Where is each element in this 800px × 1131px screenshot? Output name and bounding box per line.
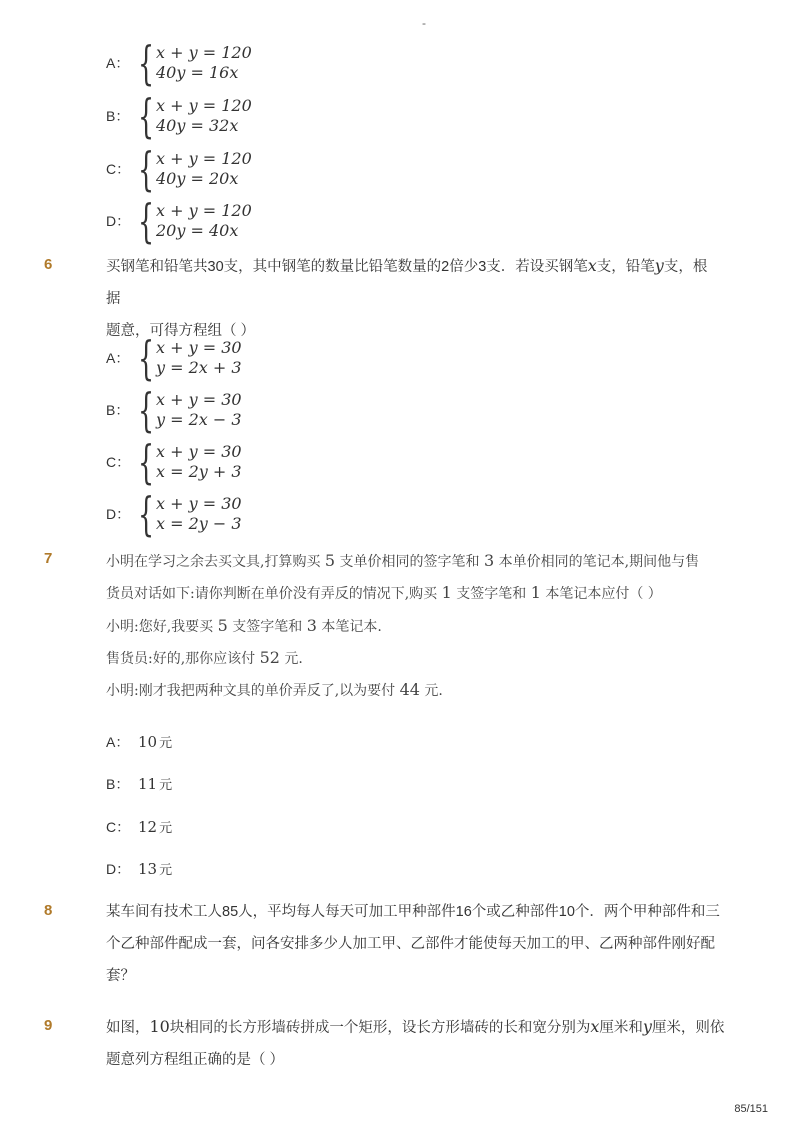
equation: 40y = 16x: [156, 63, 239, 82]
equation-system: [138, 331, 242, 385]
question-9-text: [106, 1011, 725, 1076]
number: 5: [324, 551, 336, 570]
text-segment: 售货员:好的,那你应该付: [106, 651, 260, 667]
text-segment: 厘米，则依: [651, 1020, 725, 1036]
brace-icon: {: [138, 487, 155, 541]
option-label: D：: [106, 213, 131, 229]
equation: 20y = 40x: [156, 221, 239, 240]
text-segment: 厘米和: [599, 1020, 643, 1036]
q5-option-d[interactable]: [106, 194, 252, 248]
q7-option-d[interactable]: [106, 859, 172, 879]
equation-system: [138, 383, 242, 437]
equation: x + y = 30: [156, 494, 242, 513]
page-number: 85/151: [734, 1103, 768, 1115]
question-number-8: 8: [44, 902, 53, 919]
text-segment: 小明:刚才我把两种文具的单价弄反了,以为要付: [106, 683, 400, 699]
text-segment: 买钢笔和铅笔共30支，其中钢笔的数量比铅笔数量的2倍少3支．若设买钢笔: [106, 259, 588, 275]
text-segment: 本单价相同的笔记本,期间他与售: [494, 554, 700, 570]
option-label: C：: [106, 819, 131, 835]
equation: x + y = 120: [156, 96, 252, 115]
number: 1: [441, 583, 452, 602]
option-label: C：: [106, 161, 131, 177]
text-segment: 支，根据: [106, 259, 708, 307]
option-label: A：: [106, 734, 130, 750]
option-value: 11: [138, 775, 158, 793]
question-7-line-1: [106, 551, 699, 571]
option-label: B：: [106, 108, 130, 124]
equation: y = 2x − 3: [156, 410, 242, 429]
number: 44: [399, 680, 420, 699]
question-8-text: [106, 896, 726, 992]
equation: y = 2x + 3: [156, 358, 242, 377]
text-segment: 本笔记本应付（ ）: [540, 586, 662, 602]
number: 3: [484, 551, 495, 570]
equation: x + y = 30: [156, 338, 242, 357]
question-7-line-2: [106, 583, 662, 603]
question-6-line-2: 题意，可得方程组（ ）: [106, 323, 256, 339]
option-unit: 元: [159, 778, 173, 793]
question-6-line-1: [106, 250, 721, 315]
equation-system: [138, 89, 252, 143]
brace-icon: {: [138, 331, 155, 385]
q7-option-a[interactable]: [106, 732, 172, 752]
number: 1: [530, 583, 541, 602]
option-label: A：: [106, 55, 130, 71]
number: 3: [306, 616, 317, 635]
text-segment: 货员对话如下:请你判断在单价没有弄反的情况下,购买: [106, 586, 442, 602]
q6-option-a[interactable]: [106, 331, 242, 385]
text-segment: 支单价相同的签字笔和: [335, 554, 484, 570]
option-unit: 元: [159, 821, 173, 836]
brace-icon: {: [138, 36, 155, 90]
option-label: D：: [106, 861, 131, 877]
q6-option-c[interactable]: [106, 435, 242, 489]
q6-option-b[interactable]: [106, 383, 242, 437]
equation-system: [138, 142, 252, 196]
text-segment: 支签字笔和: [451, 586, 531, 602]
equation: x + y = 30: [156, 390, 242, 409]
option-value: 10: [138, 733, 158, 751]
text-segment: 元.: [279, 651, 303, 667]
equation: x + y = 120: [156, 201, 252, 220]
option-label: B：: [106, 776, 130, 792]
q7-option-c[interactable]: [106, 817, 172, 837]
question-number-6: 6: [44, 256, 53, 273]
equation-system: [138, 487, 242, 541]
equation: x = 2y − 3: [156, 514, 242, 533]
header-mark: -: [422, 16, 426, 30]
equation: x + y = 30: [156, 442, 242, 461]
number: 10: [149, 1017, 170, 1036]
variable-x: x: [587, 256, 597, 275]
brace-icon: {: [138, 383, 155, 437]
question-number-7: 7: [44, 550, 53, 567]
question-8-line-1: 某车间有技术工人85人，平均每人每天可加工甲种部件16个或乙种部件10个．两个甲种部件和三: [106, 904, 720, 920]
number: 52: [259, 648, 280, 667]
question-6-text: [106, 250, 721, 347]
brace-icon: {: [138, 194, 155, 248]
question-7-dialogue-1: [106, 616, 382, 636]
text-segment: 支，铅笔: [596, 259, 655, 275]
question-8-line-3: 套？: [106, 968, 135, 984]
text-segment: 如图，: [106, 1020, 150, 1036]
equation: 40y = 32x: [156, 116, 239, 135]
brace-icon: {: [138, 435, 155, 489]
brace-icon: {: [138, 89, 155, 143]
question-7-dialogue-3: [106, 680, 443, 700]
option-unit: 元: [159, 736, 173, 751]
q6-option-d[interactable]: [106, 487, 242, 541]
question-9-line-2: 题意列方程组正确的是（ ）: [106, 1052, 285, 1068]
q5-option-a[interactable]: [106, 36, 252, 90]
equation: x + y = 120: [156, 43, 252, 62]
question-number-9: 9: [44, 1017, 53, 1034]
option-label: C：: [106, 454, 131, 470]
text-segment: 小明在学习之余去买文具,打算购买: [106, 554, 325, 570]
equation-system: [138, 435, 242, 489]
brace-icon: {: [138, 142, 155, 196]
equation-system: [138, 194, 252, 248]
option-value: 12: [138, 818, 158, 836]
text-segment: 支签字笔和: [227, 619, 307, 635]
text-segment: 本笔记本.: [316, 619, 382, 635]
q5-option-b[interactable]: [106, 89, 252, 143]
equation: x = 2y + 3: [156, 462, 242, 481]
variable-x: x: [590, 1017, 600, 1036]
option-label: D：: [106, 506, 131, 522]
option-value: 13: [138, 860, 158, 878]
variable-y: y: [654, 256, 664, 275]
text-segment: 小明:您好,我要买: [106, 619, 218, 635]
equation-system: [138, 36, 252, 90]
number: 5: [217, 616, 228, 635]
option-label: B：: [106, 402, 130, 418]
text-segment: 块相同的长方形墙砖拼成一个矩形，设长方形墙砖的长和宽分别为: [169, 1020, 591, 1036]
option-unit: 元: [159, 863, 173, 878]
equation: x + y = 120: [156, 149, 252, 168]
option-label: A：: [106, 350, 130, 366]
equation: 40y = 20x: [156, 169, 239, 188]
q5-option-c[interactable]: [106, 142, 252, 196]
question-7-dialogue-2: [106, 648, 303, 668]
question-9-line-1: [106, 1011, 725, 1044]
variable-y: y: [642, 1017, 652, 1036]
text-segment: 元.: [419, 683, 443, 699]
question-8-line-2: 个乙种部件配成一套，问各安排多少人加工甲、乙部件才能使每天加工的甲、乙两种部件刚好配: [106, 936, 715, 952]
q7-option-b[interactable]: [106, 774, 172, 794]
